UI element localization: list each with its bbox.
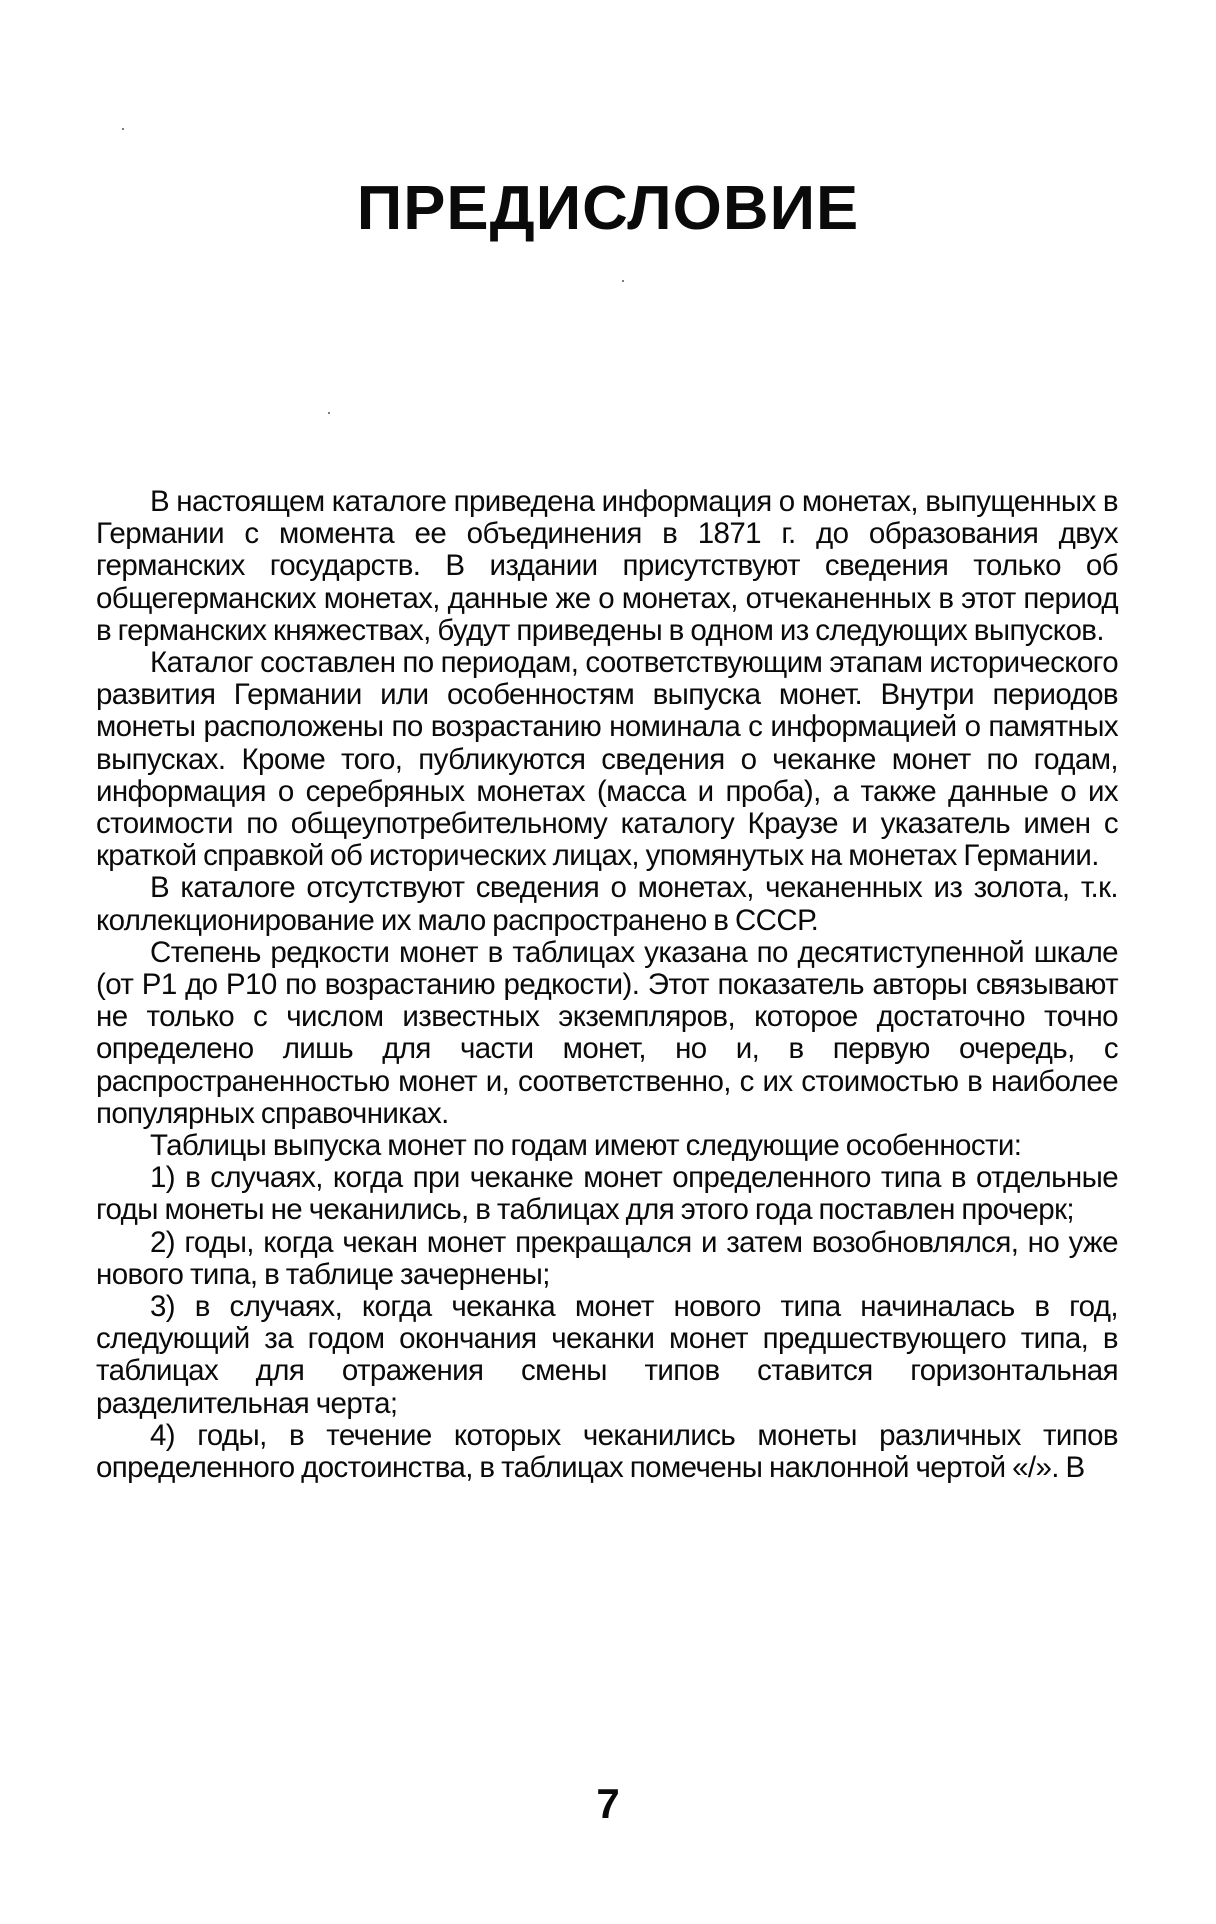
- page-title: ПРЕДИСЛОВИЕ: [356, 174, 860, 243]
- scan-speck: [122, 128, 124, 130]
- paragraph-structure: Каталог составлен по периодам, соответствующим этапам исторического развития Германии или особенностям выпуска монет. Внутри периодов монеты расположены по возрастанию номинала с информацией о памятных выпусках. Кроме того, публикуются сведения о чеканке монет по годам, информация о серебряных монетах (масса и проба), а также данные о их стоимости по общеупотребительному каталогу Краузе и указатель имен с краткой справкой об исторических лицах, упомянутых на монетах Германии.: [96, 646, 1118, 873]
- list-item-4: 4) годы, в течение которых чеканились монеты различных типов определенного достоинства, в таблицах помечены наклонной чертой «/». В: [96, 1418, 1118, 1485]
- paragraph-gold: В каталоге отсутствуют сведения о монетах, чеканенных из золота, т.к. коллекционирование их мало распространено в СССР.: [96, 871, 1118, 937]
- body-text: [96, 486, 1118, 1484]
- paragraph-intro: В настоящем каталоге приведена информация о монетах, выпущенных в Германии с момента ее объединения в 1871 г. до образования двух германских государств. В издании присутствуют сведения только об общегерманских монетах, данные же о монетах, отчеканенных в этот период в германских княжествах, будут приведены в одном из следующих выпусков.: [96, 485, 1118, 647]
- paragraph-rarity: Степень редкости монет в таблицах указана по десятиступенной шкале (от Р1 до Р10 по возрастанию редкости). Этот показатель авторы связывают не только с числом известных экземпляров, которое достаточно точно определено лишь для части монет, но и, в первую очередь, с распространенностью монет и, соответственно, с их стоимостью в наиболее популярных справочниках.: [96, 935, 1118, 1130]
- page-number: 7: [596, 1780, 620, 1827]
- list-item-1: 1) в случаях, когда при чеканке монет определенного типа в отдельные годы монеты не чеканились, в таблицах для этого года поставлен прочерк;: [96, 1161, 1118, 1227]
- scan-speck: [622, 280, 624, 282]
- scan-speck: [328, 412, 330, 414]
- list-item-3: 3) в случаях, когда чеканка монет нового типа начиналась в год, следующий за годом окончания чеканки монет предшествующего типа, в таблицах для отражения смены типов ставится горизонтальная разделительная черта;: [96, 1290, 1118, 1420]
- paragraph-tables-intro: Таблицы выпуска монет по годам имеют следующие особенности:: [150, 1129, 1022, 1163]
- list-item-2: 2) годы, когда чекан монет прекращался и затем возобновлялся, но уже нового типа, в таблице зачернены;: [96, 1225, 1118, 1291]
